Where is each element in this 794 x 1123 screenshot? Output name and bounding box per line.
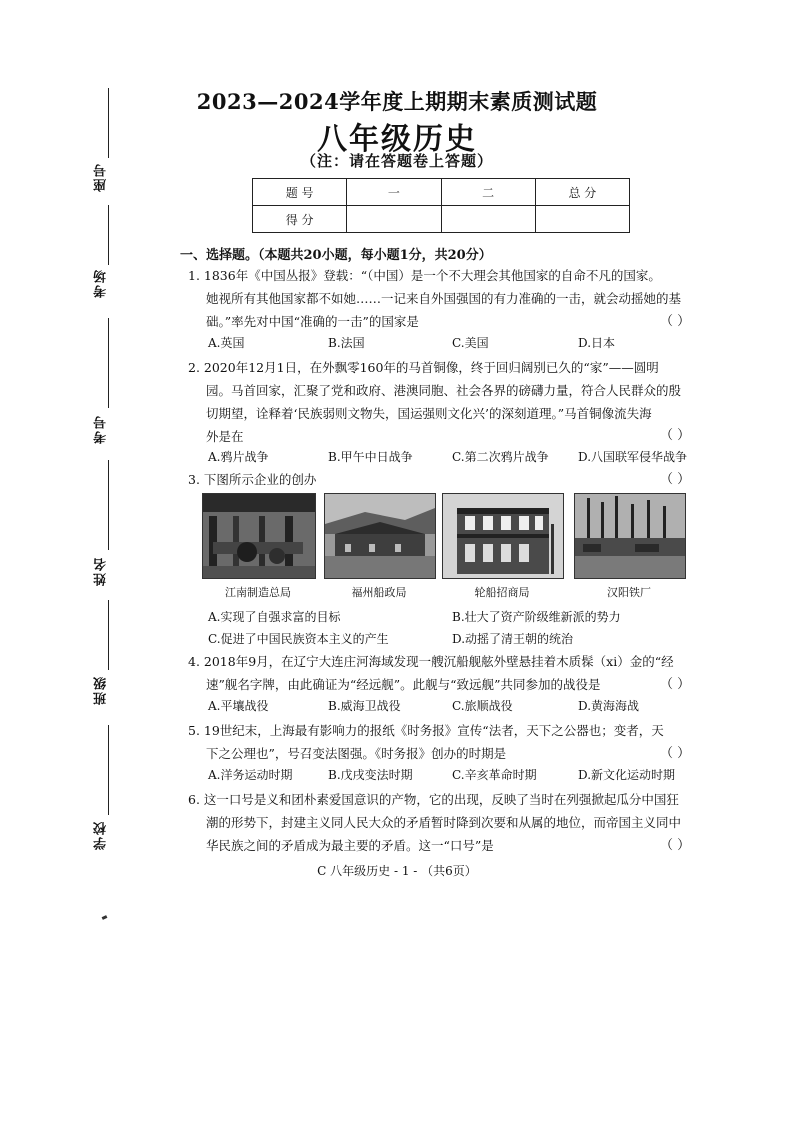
question-2 [188, 356, 700, 448]
answer-note: （注：请在答题卷上答题） [300, 152, 493, 170]
q6-line3: 华民族之间的矛盾成为最主要的矛盾。这一“口号”是 [206, 838, 494, 853]
caption-jiangnan: 江南制造总局 [225, 586, 291, 599]
question-4 [188, 650, 700, 696]
china-merchants-steam-photo [442, 493, 564, 579]
school-line [108, 725, 109, 815]
class-line [108, 600, 109, 670]
q6-answer-paren: （ ） [660, 838, 691, 853]
scan-mark [102, 915, 108, 920]
q2-answer-paren: （ ） [660, 428, 691, 443]
score-cell-total: 总 分 [535, 179, 629, 206]
room-label: 考场 [94, 268, 109, 298]
question-6 [188, 788, 700, 857]
q2-option-a: A.鸦片战争 [208, 450, 269, 464]
section-heading: 一、选择题。（本题共20小题，每小题1分，共20分） [180, 248, 492, 263]
score-cell-label: 题 号 [253, 179, 347, 206]
q1-line2: 她视所有其他国家都不如她……一记来自外国强国的有力准确的一击，就会动摇她的基 [206, 291, 682, 306]
caption-merchants: 轮船招商局 [474, 586, 530, 599]
q3-option-b: B.壮大了资产阶级维新派的势力 [452, 610, 621, 624]
hanyang-ironworks-image [575, 494, 685, 578]
q1-options [208, 334, 698, 354]
q3-options-row1 [208, 608, 698, 628]
name-line [108, 460, 109, 550]
question-1 [188, 264, 700, 333]
score-header-row [253, 179, 630, 206]
fuzhou-shipyard-image [325, 494, 435, 578]
score-table [252, 178, 630, 233]
q3-option-c: C.促进了中国民族资本主义的产生 [208, 632, 389, 646]
q1-option-a: A.英国 [208, 336, 245, 350]
school-label: 学校 [94, 820, 109, 850]
q4-option-b: B.威海卫战役 [328, 699, 401, 713]
q3-option-a: A.实现了自强求富的目标 [208, 610, 341, 624]
q5-line2: 下之公理也”，号召变法图强。《时务报》创办的时期是 [206, 746, 507, 761]
score-value-part2[interactable] [441, 206, 535, 233]
hanyang-ironworks-photo [574, 493, 686, 579]
fuzhou-shipyard-photo [324, 493, 436, 579]
q2-options [208, 448, 698, 468]
q2-option-c: C.第二次鸦片战争 [452, 450, 549, 464]
q2-line2: 园。马首回家，汇聚了党和政府、港澳同胞、社会各界的磅礴力量，符合人民群众的殷 [206, 383, 682, 398]
seat-label: 座号 [94, 162, 109, 192]
q4-option-d: D.黄海海战 [578, 699, 640, 713]
jiangnan-arsenal-image [203, 494, 315, 578]
exam-title: 2023—2024学年度上期期末素质测试题 [196, 89, 598, 114]
q4-line1: 4. 2018年9月，在辽宁大连庄河海域发现一艘沉船舰舷外壁悬挂着木质髹（xi）金的“经 [188, 654, 674, 669]
q4-options [208, 697, 698, 717]
q2-line1: 2. 2020年12月1日，在外飘零160年的马首铜像，终于回归阔别已久的“家”——圆明 [188, 360, 659, 375]
name-label: 姓名 [94, 556, 109, 586]
q2-option-b: B.甲午中日战争 [328, 450, 413, 464]
q6-line2: 潮的形势下，封建主义同人民大众的矛盾暂时降到次要和从属的地位，而帝国主义同中 [206, 815, 682, 830]
q5-option-b: B.戊戌变法时期 [328, 768, 413, 782]
score-cell-part2: 二 [441, 179, 535, 206]
q4-line2: 速”舰名字牌，由此确证为“经远舰”。此舰与“致远舰”共同参加的战役是 [206, 677, 601, 692]
q2-option-d: D.八国联军侵华战争 [578, 450, 688, 464]
q5-option-c: C.辛亥革命时期 [452, 768, 537, 782]
q1-line3: 础。”率先对中国“准确的一击”的国家是 [206, 314, 419, 329]
class-label: 班级 [94, 675, 109, 705]
q4-option-c: C.旅顺战役 [452, 699, 513, 713]
q5-option-a: A.洋务运动时期 [208, 768, 293, 782]
q5-option-d: D.新文化运动时期 [578, 768, 676, 782]
q5-line1: 5. 19世纪末，上海最有影响力的报纸《时务报》宣传“法者，天下之公器也；变者，天 [188, 723, 664, 738]
score-value-part1[interactable] [347, 206, 441, 233]
q5-answer-paren: （ ） [660, 746, 691, 761]
q2-line4: 外是在 [206, 429, 244, 444]
score-value-total[interactable] [535, 206, 629, 233]
caption-fuzhou: 福州船政局 [351, 586, 407, 599]
question-5 [188, 719, 700, 765]
q1-option-d: D.日本 [578, 336, 616, 350]
score-value-row [253, 206, 630, 233]
q1-answer-paren: （ ） [660, 314, 691, 329]
jiangnan-arsenal-photo [202, 493, 316, 579]
q3-line1: 3. 下图所示企业的创办 [188, 472, 317, 487]
page-footer: C 八年级历史 - 1 - （共6页） [317, 864, 477, 878]
q4-answer-paren: （ ） [660, 677, 691, 692]
question-3 [188, 468, 700, 491]
q3-option-d: D.动摇了清王朝的统治 [452, 632, 574, 646]
q1-option-c: C.美国 [452, 336, 489, 350]
q6-line1: 6. 这一口号是义和团朴素爱国意识的产物，它的出现，反映了当时在列强掀起瓜分中国狂 [188, 792, 679, 807]
subject-title: 八年级历史 [317, 122, 477, 157]
q3-answer-paren: （ ） [660, 472, 691, 487]
q2-line3: 切期望，诠释着‘民族弱则文物失，国运强则文化兴’的深刻道理。”马首铜像流失海 [206, 406, 652, 421]
q1-option-b: B.法国 [328, 336, 365, 350]
q1-line1: 1. 1836年《中国丛报》登载：“（中国）是一个不大理会其他国家的自命不凡的国家。 [188, 268, 661, 283]
exam-no-line [108, 318, 109, 408]
china-merchants-image [443, 494, 563, 578]
caption-hanyang: 汉阳铁厂 [607, 586, 651, 599]
score-row-label: 得 分 [253, 206, 347, 233]
q3-options-row2 [208, 630, 698, 650]
room-line [108, 205, 109, 265]
q4-option-a: A.平壤战役 [208, 699, 269, 713]
q5-options [208, 766, 698, 786]
exam-no-label: 考号 [94, 414, 109, 444]
score-cell-part1: 一 [347, 179, 441, 206]
